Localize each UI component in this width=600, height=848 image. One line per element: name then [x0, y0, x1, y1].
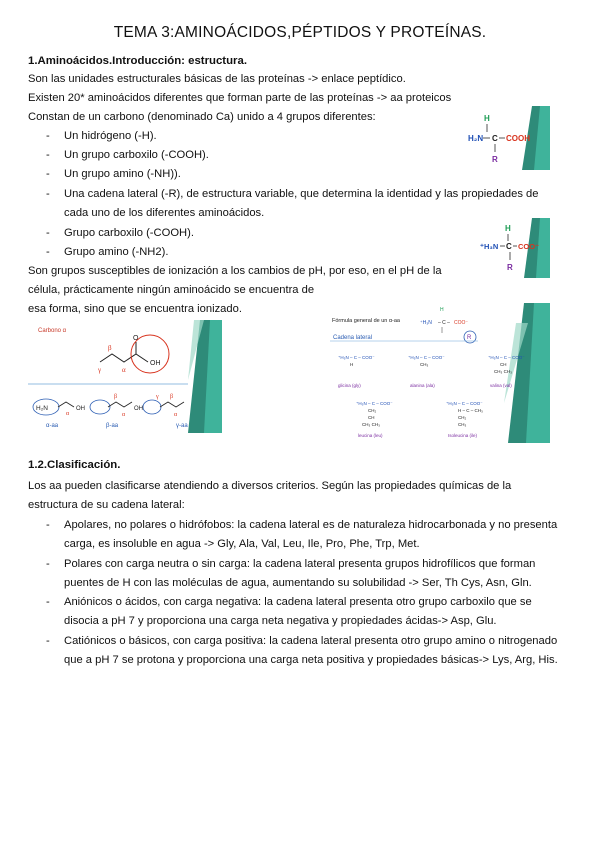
svg-text:OH: OH [76, 406, 85, 412]
carbon-label: C [492, 134, 498, 143]
valine-label: valina (val) [490, 383, 512, 388]
svg-text:H – C – CH₃: H – C – CH₃ [458, 408, 483, 413]
side-chain-label: R [492, 155, 498, 164]
svg-text:CH₃: CH₃ [420, 362, 429, 367]
svg-text:CH₃ CH₃: CH₃ CH₃ [362, 422, 380, 427]
list-item: - Grupo amino (-NH2). [46, 246, 169, 258]
svg-text:α: α [122, 366, 126, 374]
paragraph-3: Constan de un carbono (denominado Ca) unido a 4 grupos diferentes: [28, 111, 376, 123]
list-item: - Apolares, no polares o hidrófobos: la cadena lateral es de naturaleza hidrocarbonada y no presenta [46, 519, 558, 531]
list-item: - Un hidrógeno (-H). [46, 130, 157, 142]
amino-group-label: H₂N [468, 134, 484, 143]
general-formula-label: Fórmula general de un α-aa [332, 318, 400, 324]
svg-text:β: β [170, 394, 174, 400]
list-item: - Un grupo amino (-NH)). [46, 168, 181, 180]
classification-paragraph-line-2: estructura de su cadena lateral: [28, 499, 185, 511]
carboxylate-label: COO⁻ [518, 242, 540, 251]
list-item-continuation: puentes de H con las moléculas de agua, aumentando su solubilidad -> Ser, Th Cys, Asn, Gln. [64, 577, 532, 589]
svg-text:H₂N: H₂N [36, 405, 48, 412]
svg-text:CH: CH [500, 362, 507, 367]
paragraph-1: Son las unidades estructurales básicas de las proteínas -> enlace peptídico. [28, 73, 406, 85]
svg-text:β: β [114, 394, 118, 400]
side-chain-label: R [507, 263, 513, 272]
carboxyl-group-label: COOH [506, 134, 530, 143]
svg-text:CH₂: CH₂ [368, 408, 377, 413]
list-item: - Grupo carboxilo (-COOH). [46, 227, 194, 239]
beta-aa-label: β-aa [106, 423, 119, 429]
svg-text:CH₂: CH₂ [458, 415, 467, 420]
paragraph-4: Son grupos susceptibles de ionización a los cambios de pH, por eso, en el pH de la [28, 265, 442, 277]
list-item: - Un grupo carboxilo (-COOH). [46, 149, 209, 161]
list-item-continuation: carga, es insoluble en agua -> Gly, Ala, Val, Leu, Ile, Pro, Phe, Trp, Met. [64, 538, 420, 550]
svg-text:H: H [440, 307, 444, 313]
svg-text:⁺H₃N – C – COO⁻: ⁺H₃N – C – COO⁻ [408, 355, 445, 360]
side-chain-label: Cadena lateral [333, 335, 373, 341]
svg-text:γ: γ [156, 394, 159, 400]
list-item-continuation: que a pH 7 se protona y proporciona una carga neta positiva y propiedades básicas-> Lys, Arg, His. [64, 654, 558, 666]
paragraph-4-line-3: esa forma, sino que se encuentra ionizado. [28, 303, 242, 315]
ionized-amino-acid-figure [480, 218, 550, 278]
svg-text:O: O [133, 335, 139, 342]
alpha-carbon-label: Carbono α [38, 328, 67, 334]
list-item-continuation: cada uno de los diferentes aminoácidos. [64, 207, 265, 219]
gamma-aa-label: γ-aa [176, 423, 188, 429]
alpha-aa-label: α-aa [46, 423, 59, 429]
svg-text:α: α [174, 412, 178, 418]
svg-text:β: β [108, 344, 112, 352]
hydrogen-label: H [505, 224, 511, 233]
svg-text:⁺H₃N – C – COO⁻: ⁺H₃N – C – COO⁻ [356, 401, 393, 406]
leucine-label: leucina (leu) [358, 433, 383, 438]
hydrogen-label: H [484, 114, 490, 123]
list-item: - Catiónicos o básicos, con carga positiva: la cadena lateral presenta otro grupo amino o nitrogenado [46, 635, 558, 647]
page-title: TEMA 3:AMINOÁCIDOS,PÉPTIDOS Y PROTEÍNAS. [113, 24, 487, 41]
svg-text:⁺H₃N – C – COO⁻: ⁺H₃N – C – COO⁻ [488, 355, 525, 360]
section-heading-classification: 1.2.Clasificación. [28, 459, 121, 471]
section-heading-structure: 1.Aminoácidos.Introducción: estructura. [28, 55, 247, 67]
svg-text:CH: CH [368, 415, 375, 420]
svg-text:– C –: – C – [438, 320, 450, 326]
carbon-label: C [506, 242, 512, 251]
svg-text:OH: OH [134, 406, 143, 412]
list-item-continuation: disocia a pH 7 y proporciona una carga neta negativa y propiedades ácidas-> Asp, Glu. [64, 615, 497, 627]
amino-group-label: ⁺H₃N [480, 242, 499, 251]
list-item: - Aniónicos o ácidos, con carga negativa: la cadena lateral presenta otro grupo carboxilo que se [46, 596, 532, 608]
list-item: - Polares con carga neutra o sin carga: la cadena lateral presenta grupos hidrofílicos que forman [46, 558, 536, 570]
svg-text:CH₃ CH₃: CH₃ CH₃ [494, 369, 512, 374]
list-item: - Una cadena lateral (-R), de estructura variable, que determina la identidad y las propiedades de [46, 188, 539, 200]
paragraph-2: Existen 20* aminoácidos diferentes que forman parte de las proteínas -> aa proteicos [28, 92, 452, 104]
svg-text:⁺H₃N – C – COO⁻: ⁺H₃N – C – COO⁻ [338, 355, 375, 360]
svg-text:α: α [66, 411, 70, 417]
svg-text:CH₃: CH₃ [458, 422, 467, 427]
svg-text:⁺H₃N: ⁺H₃N [420, 320, 432, 326]
glycine-label: glicina (gly) [338, 383, 361, 388]
svg-text:R: R [467, 335, 472, 341]
svg-text:α: α [122, 412, 126, 418]
svg-text:COO⁻: COO⁻ [454, 320, 469, 326]
svg-text:γ: γ [98, 366, 102, 374]
svg-text:OH: OH [150, 360, 161, 367]
isoleucine-label: Isoleucina (ile) [448, 433, 478, 438]
alanine-label: alanina (ala) [410, 383, 435, 388]
amino-acid-formula-figure [462, 106, 550, 170]
svg-text:⁺H₃N – C – COO⁻: ⁺H₃N – C – COO⁻ [446, 401, 483, 406]
alpha-carbon-figure [28, 320, 222, 433]
side-chain-examples-figure [328, 303, 550, 443]
svg-text:H: H [350, 362, 354, 367]
classification-paragraph: Los aa pueden clasificarse atendiendo a diversos criterios. Según las propiedades químicas de la [28, 480, 512, 492]
paragraph-4-line-2: célula, prácticamente ningún aminoácido se encuentra de [28, 284, 315, 296]
